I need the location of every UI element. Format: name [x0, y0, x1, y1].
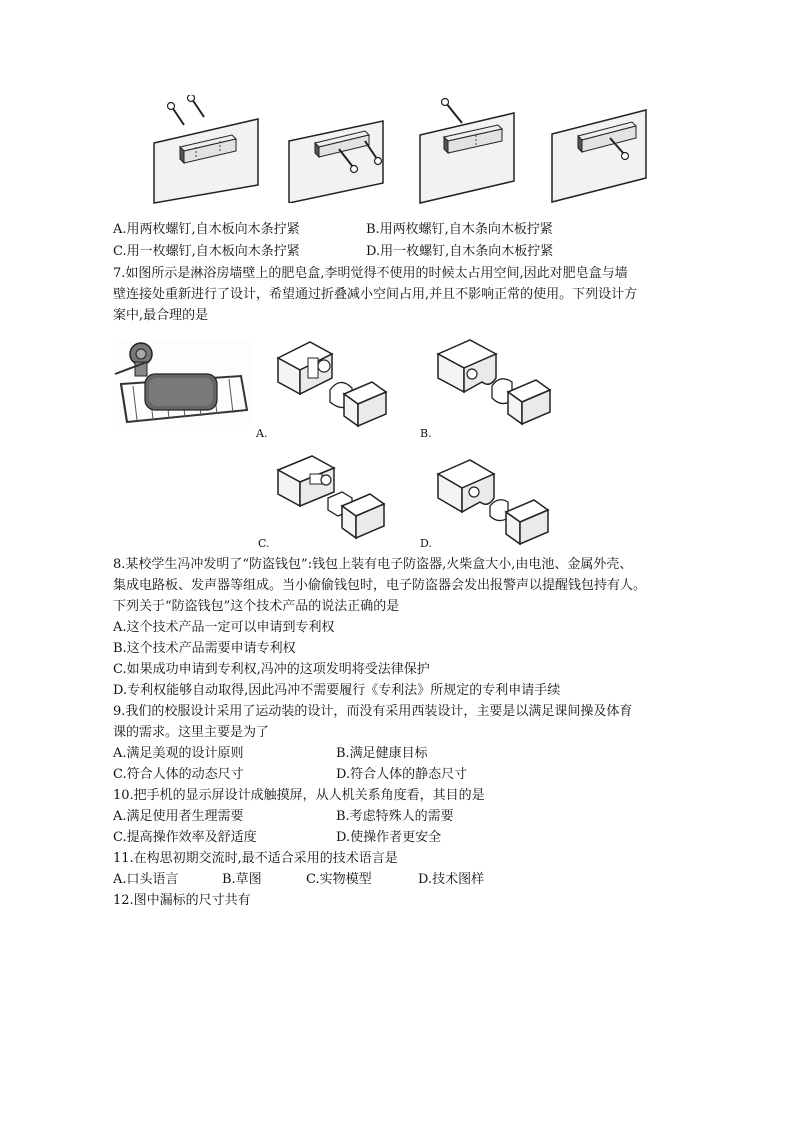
q7-label-a: A. [256, 427, 268, 440]
q9-option-c: C.符合人体的动态尺寸 [113, 767, 244, 782]
q8-stem-line-3: 下列关于“防盗钱包”这个技术产品的说法正确的是 [113, 599, 400, 614]
q11-option-c: C.实物模型 [306, 872, 372, 887]
q6-figure-b [285, 113, 397, 203]
q6-option-c: C.用一枚螺钉,自木板向木条拧紧 [113, 244, 300, 259]
q9-option-b: B.满足健康目标 [336, 746, 428, 761]
q8-option-a: A.这个技术产品一定可以申请到专利权 [113, 620, 335, 635]
q10-option-a: A.满足使用者生理需要 [113, 809, 244, 824]
q6-figure-a [150, 95, 270, 207]
q9-stem-line-2: 课的需求。这里主要是为了 [113, 725, 270, 740]
q7-label-b: B. [420, 427, 432, 440]
q8-stem-line-2: 集成电路板、发声器等组成。当小偷偷钱包时，电子防盗器会发出报警声以提醒钱包持有人。 [113, 578, 647, 593]
q10-option-b: B.考虑特殊人的需要 [336, 809, 454, 824]
q7-stem-line-3: 案中,最合理的是 [113, 308, 209, 323]
q10-option-c: C.提高操作效率及舒适度 [113, 830, 257, 845]
q6-option-d: D.用一枚螺钉,自木条向木板拧紧 [366, 244, 554, 259]
q7-stem-line-2: 壁连接处重新进行了设计，希望通过折叠减小空间占用,并且不影响正常的使用。下列设计方 [113, 287, 638, 302]
q9-option-d: D.符合人体的静态尺寸 [336, 767, 468, 782]
q11-option-a: A.口头语言 [113, 872, 179, 887]
q11-option-b: B.草图 [222, 872, 262, 887]
q10-option-d: D.使操作者更安全 [336, 830, 442, 845]
q7-option-c-figure [272, 448, 390, 540]
q8-stem-line-1: 8.某校学生冯冲发明了“防盗钱包”:钱包上装有电子防盗器,火柴盒大小,由电池、金属外壳、 [113, 557, 633, 572]
q6-figure-c [416, 95, 520, 207]
q7-option-a-figure [272, 336, 390, 428]
q9-option-a: A.满足美观的设计原则 [113, 746, 244, 761]
q9-stem-line-1: 9.我们的校服设计采用了运动装的设计，而没有采用西装设计，主要是以满足课间操及体育 [113, 704, 633, 719]
q10-stem: 10.把手机的显示屏设计成触摸屏，从人机关系角度看，其目的是 [113, 788, 485, 803]
q8-option-d: D.专利权能够自动取得,因此冯冲不需要履行《专利法》所规定的专利申请手续 [113, 683, 561, 698]
q7-stem-line-1: 7.如图所示是淋浴房墙壁上的肥皂盒,李明觉得不使用的时候太占用空间,因此对肥皂盒与墙 [113, 266, 628, 281]
q8-option-b: B.这个技术产品需要申请专利权 [113, 641, 296, 656]
q11-stem: 11.在构思初期交流时,最不适合采用的技术语言是 [113, 851, 398, 866]
q7-option-b-figure [432, 336, 554, 428]
q6-option-a: A.用两枚螺钉,自木板向木条拧紧 [113, 222, 300, 237]
q6-figure-d [548, 102, 652, 206]
q6-option-b: B.用两枚螺钉,自木条向木板拧紧 [366, 222, 553, 237]
q8-option-c: C.如果成功申请到专利权,冯冲的这项发明将受法律保护 [113, 662, 430, 677]
q12-stem: 12.图中漏标的尺寸共有 [113, 893, 251, 908]
q7-soap-dish-image [113, 340, 251, 426]
q7-label-c: C. [258, 537, 270, 550]
q11-option-d: D.技术图样 [418, 872, 485, 887]
q7-label-d: D. [420, 537, 432, 550]
q7-option-d-figure [432, 456, 552, 548]
